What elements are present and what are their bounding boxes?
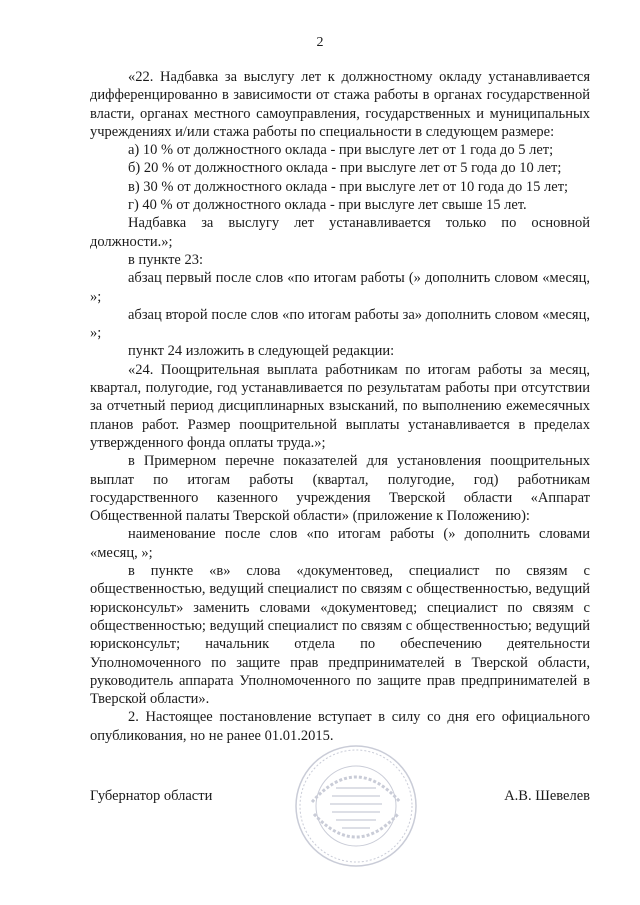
document-body (90, 68, 590, 745)
paragraph-3: б) 20 % от должностного оклада - при выслуге лет от 5 года до 10 лет; (128, 160, 562, 177)
paragraph-13: наименование после слов «по итогам работы (» дополнить словами «месяц, »; (90, 526, 590, 561)
signatory-name: А.В. Шевелев (504, 788, 590, 804)
paragraph-1: «22. Надбавка за выслугу лет к должностному окладу устанавливается дифференцированно в зависимости от стажа работы в органах государственной власти, органах местного самоуправления, государственных и муниципальных учреждениях и/или стажа работы по специальности в следующем размере: (90, 69, 590, 140)
official-seal-stamp (292, 742, 420, 870)
page-number: 2 (316, 35, 324, 50)
paragraph-14: в пункте «в» слова «документовед, специалист по связям с общественностью, ведущий специалист по связям с общественностью, ведущий юрисконсульт» заменить словами «документовед; специалист по связям с общественностью; ведущий специалист по связям с общественностью; ведущий юрисконсульт; начальник отдела по обеспечению деятельности Уполномоченного по защите прав предпринимателей в Тверской области, руководитель аппарата Уполномоченного по защите прав предпринимателей в Тверской области». (90, 563, 590, 708)
paragraph-8: абзац первый после слов «по итогам работы (» дополнить словом «месяц, »; (90, 270, 590, 305)
paragraph-7: в пункте 23: (128, 251, 204, 268)
paragraph-2: а) 10 % от должностного оклада - при выслуге лет от 1 года до 5 лет; (128, 142, 554, 159)
paragraph-12: в Примерном перечне показателей для установления поощрительных выплат по итогам работы (квартал, полугодие, год) работникам государственного казенного учреждения Тверской области «Аппарат Общественной палаты Тверской области» (приложение к Положению): (90, 453, 590, 525)
signatory-position: Губернатор области (90, 788, 213, 804)
paragraph-9: абзац второй после слов «по итогам работы за» дополнить словом «месяц, »; (90, 306, 590, 342)
paragraph-6: Надбавка за выслугу лет устанавливается только по основной должности.»; (90, 215, 590, 250)
paragraph-15: 2. Настоящее постановление вступает в силу со дня его официального опубликования, но не ранее 01.01.2015. (90, 709, 590, 744)
paragraph-11: «24. Поощрительная выплата работникам по итогам работы за месяц, квартал, полугодие, год устанавливается по результатам работы при отсутствии за отчетный период дисциплинарных взысканий, по выполнению ежемесячных планов работ. Размер поощрительной выплаты устанавливается в пределах утвержденного фонда оплаты труда.»; (90, 361, 590, 451)
paragraph-4: в) 30 % от должностного оклада - при выслуге лет от 10 года до 15 лет; (128, 178, 569, 195)
paragraph-5: г) 40 % от должностного оклада - при выслуге лет свыше 15 лет. (128, 197, 527, 214)
paragraph-10: пункт 24 изложить в следующей редакции: (128, 343, 395, 360)
